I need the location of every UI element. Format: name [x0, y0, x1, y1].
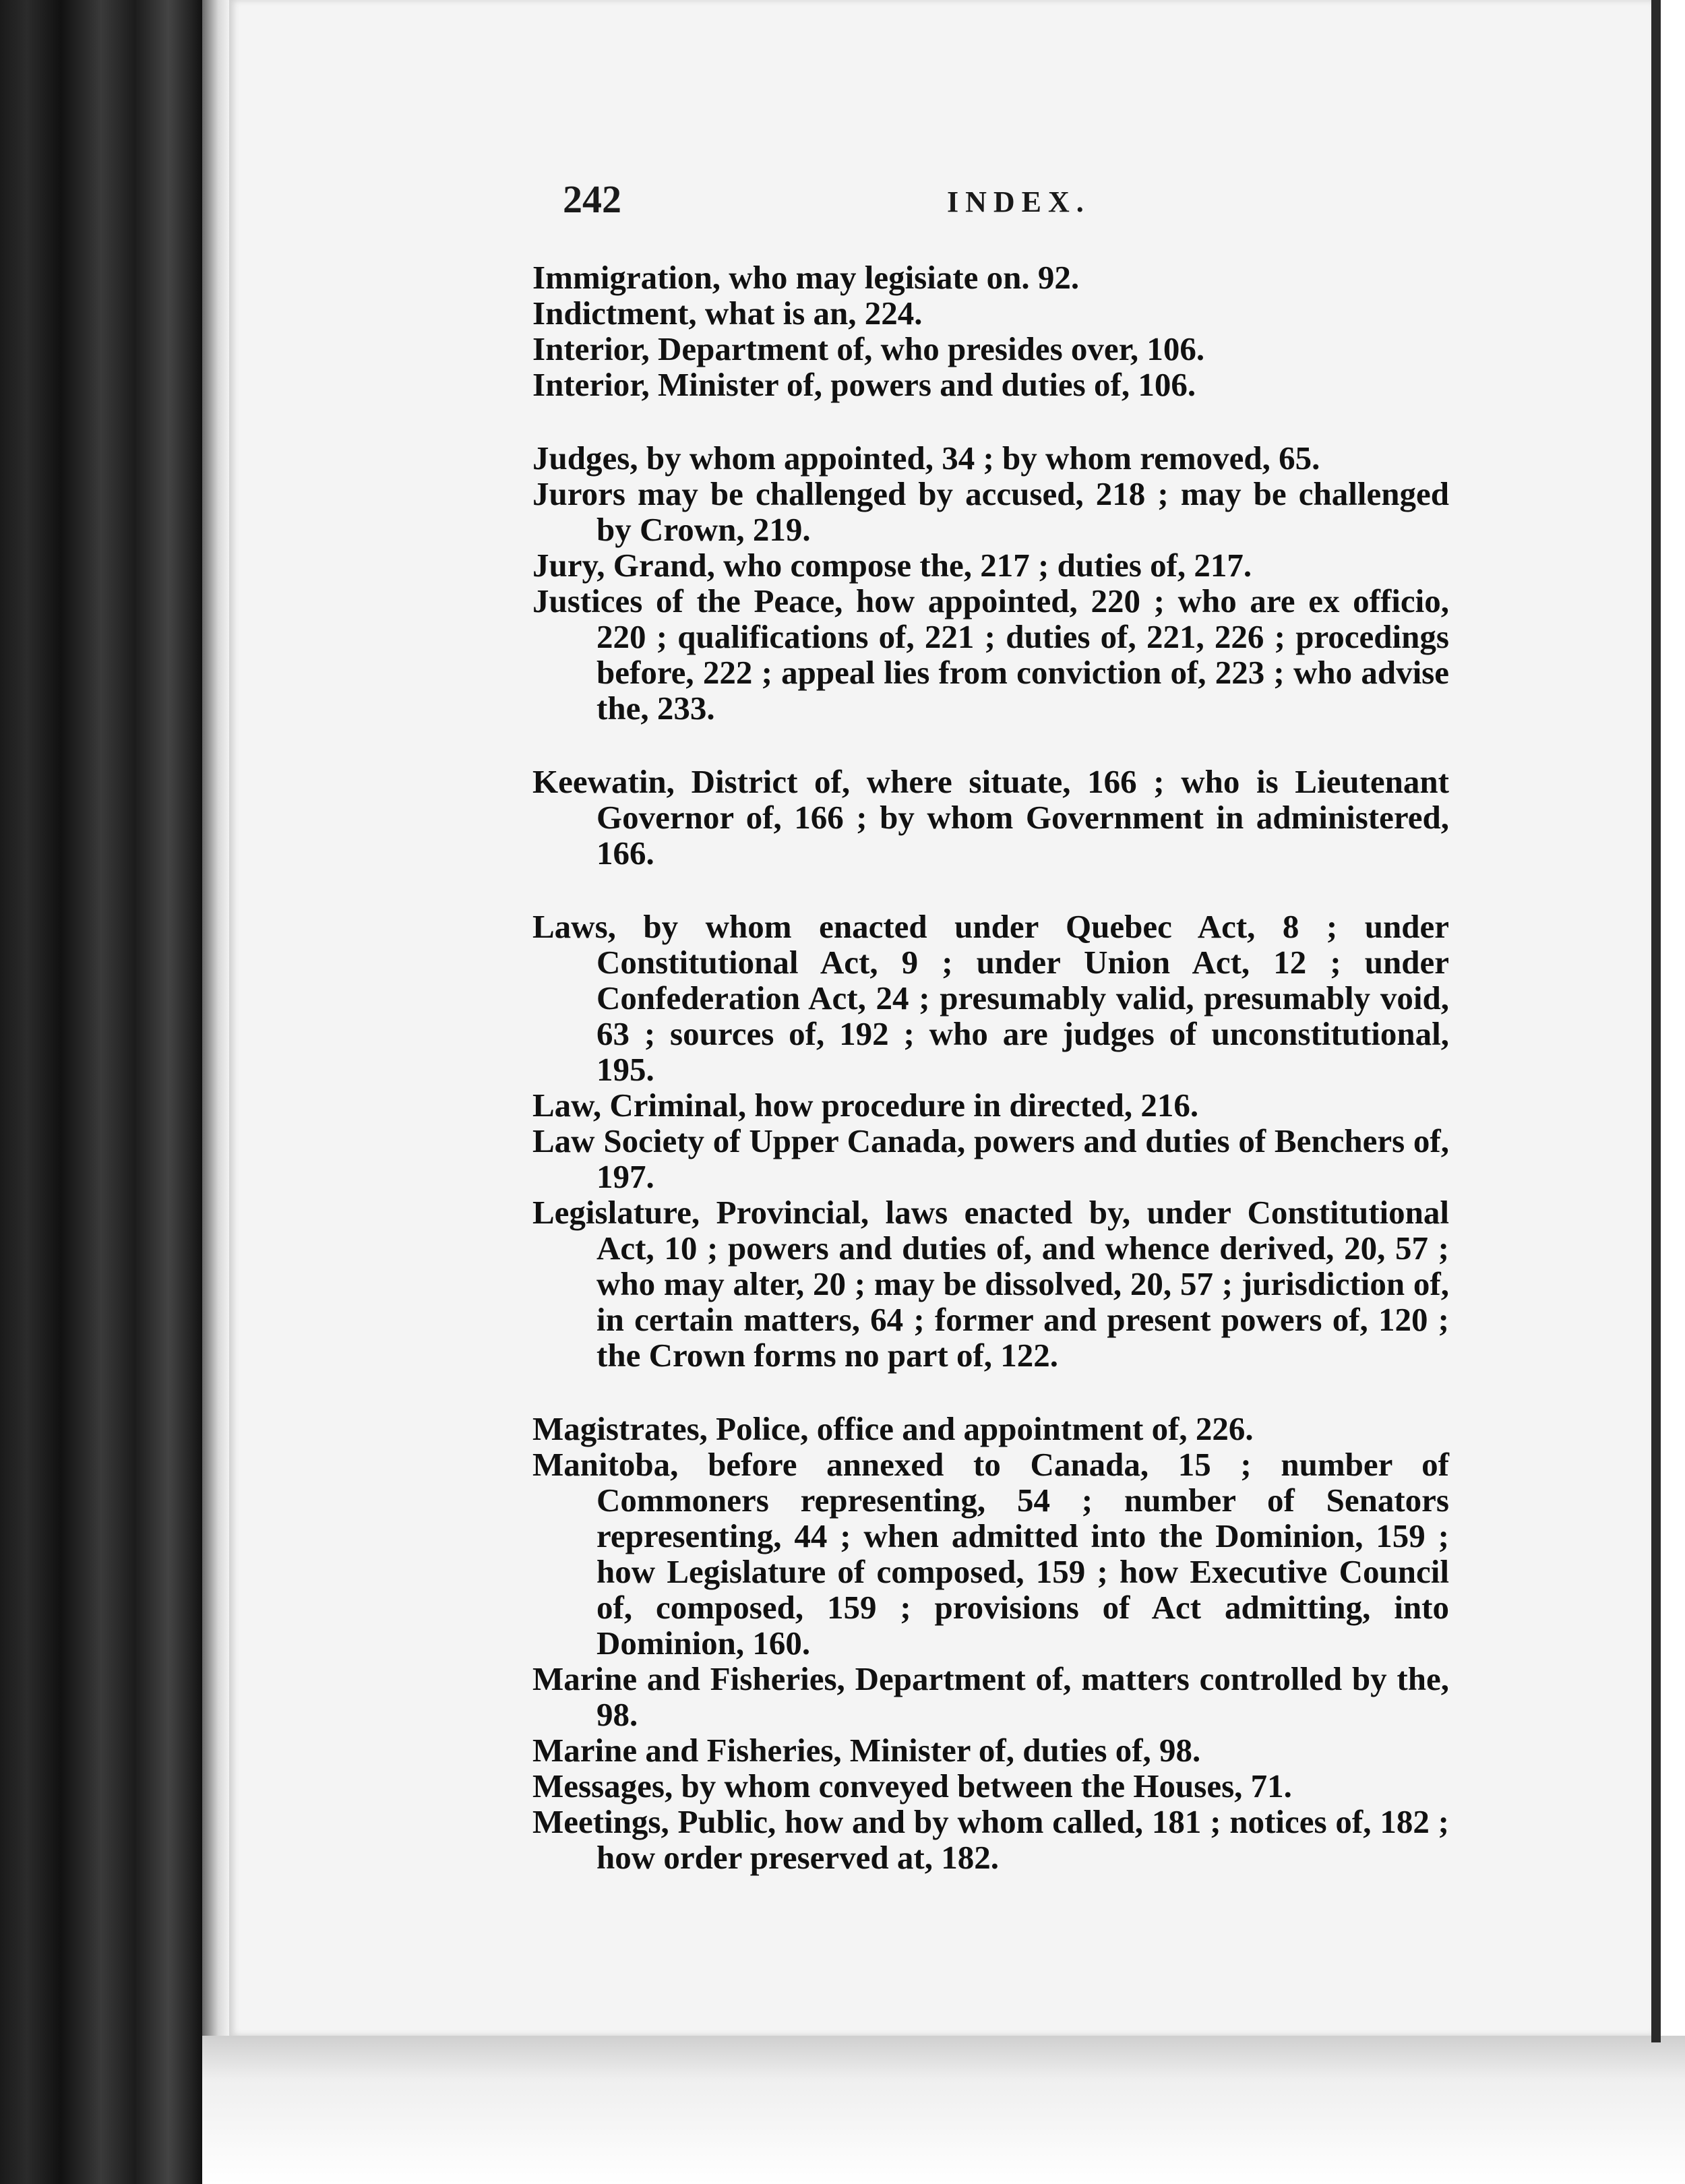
index-group-k: [532, 764, 1449, 871]
index-entry: Immigration, who may legisiate on. 92.: [532, 259, 1080, 296]
index-entry: Justices of the Peace, how appointed, 220 ; who are ex officio, 220 ; qualifications of, 221 ; duties of, 221, 226 ; procedings before, 222 ; appeal lies from conviction of, 223 ; who advise the, 233.: [532, 582, 1449, 727]
index-group-i: [532, 260, 1449, 402]
index-entry: Law Society of Upper Canada, powers and duties of Benchers of, 197.: [532, 1122, 1449, 1195]
index-entry: Manitoba, before annexed to Canada, 15 ; number of Commoners representing, 54 ; number of Senators representing, 44 ; when admitted into the Dominion, 159 ; how Legislature of composed, 159 ; how Executive Council of, composed, 159 ; provisions of Act admitting, into Dominion, 160.: [532, 1446, 1449, 1662]
index-entry: Messages, by whom conveyed between the Houses, 71.: [532, 1767, 1292, 1804]
index-entry: Law, Criminal, how procedure in directed, 216.: [532, 1087, 1199, 1124]
index-entry: Marine and Fisheries, Minister of, duties of, 98.: [532, 1732, 1201, 1769]
index-entry: Keewatin, District of, where situate, 166 ; who is Lieutenant Governor of, 166 ; by whom Government in administered, 166.: [532, 763, 1449, 872]
index-entry: Indictment, what is an, 224.: [532, 295, 923, 332]
index-entry: Jurors may be challenged by accused, 218 ; may be challenged by Crown, 219.: [532, 475, 1449, 548]
index-group-l: [532, 909, 1449, 1373]
index-entry: Marine and Fisheries, Department of, matters controlled by the, 98.: [532, 1660, 1449, 1733]
index-entry: Magistrates, Police, office and appointment of, 226.: [532, 1410, 1254, 1447]
right-page-edge: [1651, 0, 1661, 2042]
index-list: [532, 260, 1449, 1913]
page-bottom-edge: [202, 2036, 1685, 2184]
page-header: [563, 177, 1439, 231]
index-entry: Laws, by whom enacted under Quebec Act, 8 ; under Constitutional Act, 9 ; under Union Act, 12 ; under Confederation Act, 24 ; presumably valid, presumably void, 63 ; sources of, 192 ; who are judges of unconstitutional, 195.: [532, 908, 1449, 1088]
page-gutter: [202, 0, 229, 2184]
index-entry: Interior, Department of, who presides over, 106.: [532, 330, 1205, 367]
index-group-m: [532, 1411, 1449, 1875]
index-entry: Interior, Minister of, powers and duties of, 106.: [532, 366, 1196, 403]
index-entry: Jury, Grand, who compose the, 217 ; duties of, 217.: [532, 547, 1252, 584]
page-number: 242: [563, 177, 621, 221]
index-entry: Legislature, Provincial, laws enacted by, under Constitutional Act, 10 ; powers and duties of, and whence derived, 20, 57 ; who may alter, 20 ; may be dissolved, 20, 57 ; jurisdiction of, in certain matters, 64 ; former and present powers of, 120 ; the Crown forms no part of, 122.: [532, 1194, 1449, 1374]
running-head: INDEX.: [947, 185, 1091, 218]
index-group-j: [532, 440, 1449, 726]
index-entry: Meetings, Public, how and by whom called, 181 ; notices of, 182 ; how order preserved at, 182.: [532, 1803, 1449, 1876]
book-spine: [0, 0, 202, 2184]
index-entry: Judges, by whom appointed, 34 ; by whom removed, 65.: [532, 439, 1320, 477]
